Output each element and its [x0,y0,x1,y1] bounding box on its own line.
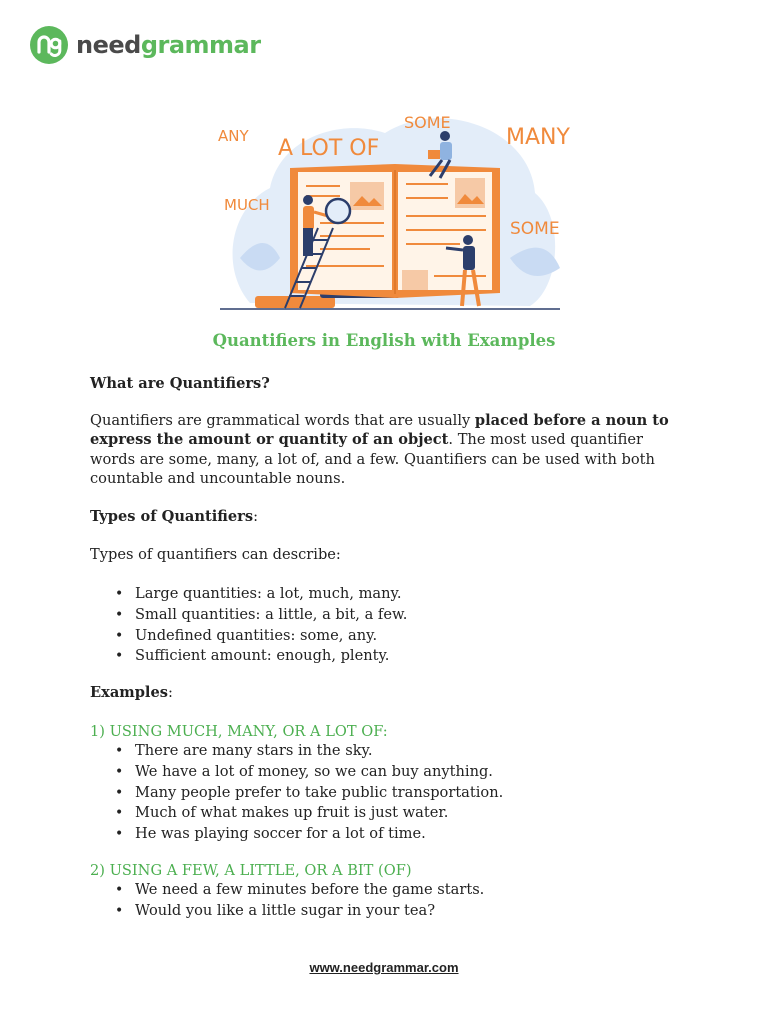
brand-logo[interactable] [30,26,261,64]
heading-examples [90,683,690,703]
list-item: • Many people prefer to take public transportation. [135,783,690,804]
list-item: • Small quantities: a little, a bit, a few. [135,605,690,626]
hero-word-some-right: SOME [510,219,560,239]
intro-bold-text: placed before a noun to express the amount or quantity of an object [90,411,669,449]
list-item: • There are many stars in the sky. [135,741,690,762]
footer-website-link[interactable]: www.needgrammar.com [309,960,459,975]
example-group-2-list [90,880,690,921]
list-item: • Sufficient amount: enough, plenty. [135,646,690,667]
example-group-1-title: 1) USING MUCH, MANY, OR A LOT OF: [90,722,388,740]
hero-word-many: MANY [506,125,570,150]
page-title: Quantifiers in English with Examples [212,331,556,350]
list-item: • He was playing soccer for a lot of time. [135,824,690,845]
hero-word-much: MUCH [224,196,270,214]
example-group-1-list [90,741,690,845]
intro-paragraph [90,411,690,489]
hero-word-some-top: SOME [404,113,451,132]
example-group-2-title: 2) USING A FEW, A LITTLE, OR A BIT (OF) [90,861,412,879]
heading-examples-label: Examples [90,683,168,701]
list-item: • Much of what makes up fruit is just water. [135,803,690,824]
hero-word-any: ANY [218,127,249,145]
hero-illustration [210,98,570,318]
list-item: • Would you like a little sugar in your tea? [135,901,690,922]
hero-word-a-lot-of: A LOT OF [278,136,380,161]
types-list [90,584,690,667]
heading-what-are-quantifiers: What are Quantifiers? [90,375,270,392]
logo-mark-icon [30,26,68,64]
intro-text-1: Quantifiers are grammatical words that are usually [90,411,475,429]
list-item: • Undefined quantities: some, any. [135,626,690,647]
heading-types-colon: : [253,507,259,525]
list-item: • Large quantities: a lot, much, many. [135,584,690,605]
types-intro: Types of quantifiers can describe: [90,545,341,563]
brand-name [76,31,261,59]
heading-examples-colon: : [167,683,173,701]
brand-name-part1: need [76,31,141,59]
list-item: • We need a few minutes before the game starts. [135,880,690,901]
intro-text-2: . The most used quantifier words are some, many, a lot of, and a few. Quantifiers can be used with both countable and uncountable nouns. [90,431,655,488]
list-item: • We have a lot of money, so we can buy anything. [135,762,690,783]
article-body [90,374,690,922]
heading-types-label: Types of Quantifiers [90,507,254,525]
brand-name-part2: grammar [140,31,261,59]
heading-types [90,507,690,527]
